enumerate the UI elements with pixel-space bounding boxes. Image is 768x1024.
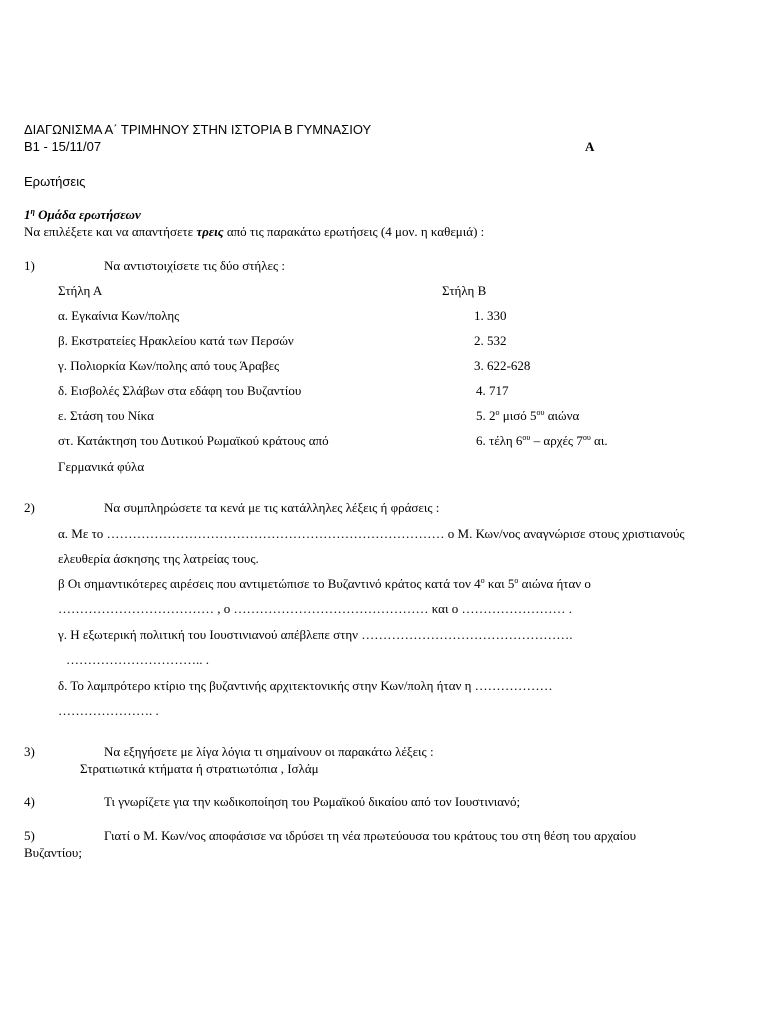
col-a-title: Στήλη Α xyxy=(58,283,103,298)
q2-b-line2: ……………………………… , ο ……………………………………… και ο …………………… . xyxy=(58,601,572,616)
group-title-text: Ομάδα ερωτήσεων xyxy=(34,207,141,222)
q1-number: 1) xyxy=(24,258,35,273)
col-a-item: ε. Στάση του Νίκα xyxy=(58,408,154,423)
col-b6-sup1: ου xyxy=(522,433,531,442)
class-date: Β1 - 15/11/07 xyxy=(24,139,102,154)
group-title xyxy=(24,207,141,223)
q2-b-post: αιώνα ήταν ο xyxy=(518,576,591,591)
q2-b-sup1: ο xyxy=(480,576,485,585)
q5-number: 5) xyxy=(24,828,35,843)
q2-d-line2: …………………. . xyxy=(58,703,159,718)
col-b6-mid: – αρχές 7 xyxy=(530,433,583,448)
q2-b-pre: β Οι σημαντικότερες αιρέσεις που αντιμετώπισε το Βυζαντινό κράτος κατά τον 4 xyxy=(58,576,481,591)
col-b-item: 4. 717 xyxy=(476,383,509,398)
col-b-item: 1. 330 xyxy=(474,308,507,323)
instr-pre: Να επιλέξετε και να απαντήσετε xyxy=(24,224,197,239)
col-b5-sup1: ο xyxy=(495,408,500,417)
q1-text: Να αντιστοιχίσετε τις δύο στήλες : xyxy=(104,258,285,273)
q2-b-line1 xyxy=(58,576,591,592)
col-b-item xyxy=(476,408,579,424)
col-a-item: α. Εγκαίνια Κων/πολης xyxy=(58,308,180,323)
col-b6-post: αι. xyxy=(590,433,608,448)
q3-terms: Στρατιωτικά κτήματα ή στρατιωτόπια , Ισλάμ xyxy=(80,761,319,776)
questions-label: Ερωτήσεις xyxy=(24,174,86,189)
col-a-item: Γερμανικά φύλα xyxy=(58,459,145,474)
instr-post: από τις παρακάτω ερωτήσεις (4 μον. η καθεμιά) : xyxy=(223,224,485,239)
group-title-sup: η xyxy=(30,207,35,216)
col-b-item: 3. 622-628 xyxy=(474,358,531,373)
q2-d-line1: δ. Το λαμπρότερο κτίριο της βυζαντινής αρχιτεκτονικής στην Κων/πολη ήταν η ……………… xyxy=(58,678,553,693)
col-b6-pre: 6. τέλη 6 xyxy=(476,433,523,448)
col-a-item: γ. Πολιορκία Κων/πολης από τους Άραβες xyxy=(58,358,280,373)
q3-number: 3) xyxy=(24,744,35,759)
col-b5-pre: 5. 2 xyxy=(476,408,496,423)
q4-number: 4) xyxy=(24,794,35,809)
col-b-title: Στήλη Β xyxy=(442,283,487,298)
group-title-num: 1 xyxy=(24,207,31,222)
q2-c-line1: γ. Η εξωτερική πολιτική του Ιουστινιανού απέβλεπε στην …………………………………………. xyxy=(58,627,573,642)
exam-variant: Α xyxy=(585,139,595,154)
q3-text: Να εξηγήσετε με λίγα λόγια τι σημαίνουν οι παρακάτω λέξεις : xyxy=(104,744,434,759)
q5-text-cont: Βυζαντίου; xyxy=(24,845,82,860)
col-a-item: στ. Κατάκτηση του Δυτικού Ρωμαϊκού κράτους από xyxy=(58,433,329,448)
q2-a-line1: α. Με το …………………………………………………………………… ο Μ. Κων/νος αναγνώρισε στους χριστιανούς xyxy=(58,526,685,541)
group-instructions xyxy=(24,224,484,240)
col-b-item: 2. 532 xyxy=(474,333,507,348)
col-b5-mid: μισό 5 xyxy=(499,408,537,423)
col-b5-sup2: ου xyxy=(536,408,545,417)
col-b6-sup2: ου xyxy=(582,433,591,442)
instr-bold: τρεις xyxy=(196,224,224,239)
q4-text: Τι γνωρίζετε για την κωδικοποίηση του Ρωμαϊκού δικαίου από τον Ιουστινιανό; xyxy=(104,794,521,809)
col-a-item: β. Εκστρατείες Ηρακλείου κατά των Περσών xyxy=(58,333,294,348)
exam-title: ΔΙΑΓΩΝΙΣΜΑ Α΄ ΤΡΙΜΗΝΟΥ ΣΤΗΝ ΙΣΤΟΡΙΑ Β ΓΥΜΝΑΣΙΟΥ xyxy=(24,122,372,137)
col-b5-post: αιώνα xyxy=(544,408,580,423)
q5-text: Γιατί ο Μ. Κων/νος αποφάσισε να ιδρύσει τη νέα πρωτεύουσα του κράτους του στη θέση του αρχαίου xyxy=(104,828,637,843)
q2-c-line2: ………………………….. . xyxy=(66,652,209,667)
q2-b-mid: και 5 xyxy=(484,576,515,591)
q2-a-line2: ελευθερία άσκησης της λατρείας τους. xyxy=(58,551,259,566)
q2-text: Να συμπληρώσετε τα κενά με τις κατάλληλες λέξεις ή φράσεις : xyxy=(104,500,440,515)
q2-b-sup2: ο xyxy=(514,576,519,585)
col-a-item: δ. Εισβολές Σλάβων στα εδάφη του Βυζαντίου xyxy=(58,383,302,398)
col-b-item xyxy=(476,433,608,449)
q2-number: 2) xyxy=(24,500,35,515)
